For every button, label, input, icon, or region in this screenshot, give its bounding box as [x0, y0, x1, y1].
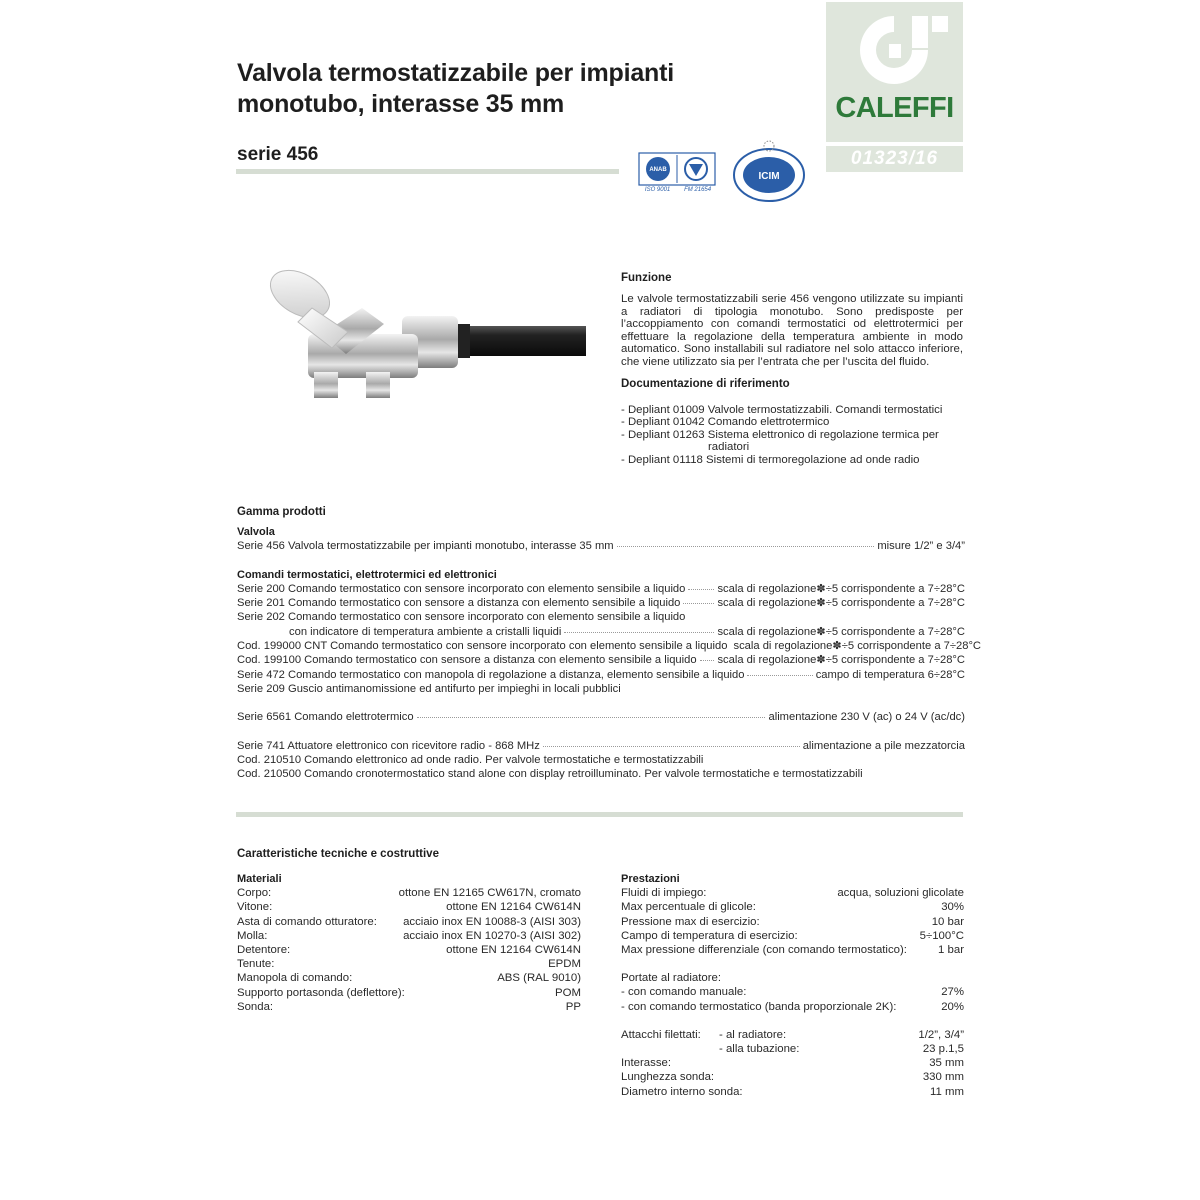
doc-item: - Depliant 01042 Comando elettrotermico [621, 416, 830, 429]
valvola-subheading: Valvola [237, 526, 275, 538]
title-line-1: Valvola termostatizzabile per impianti [237, 59, 674, 87]
fm-label: FM 21654 [684, 187, 712, 193]
gamma-row: Serie 741 Attuatore elettronico con ricevitore radio - 868 MHz alimentazione a pile mezzatorcia [237, 739, 965, 752]
section-divider [236, 812, 963, 817]
gamma-row: Serie 200 Comando termostatico con sensore incorporato con elemento sensibile a liquido scala di regolazione✽÷5 corrispondente a 7÷28°C [237, 582, 965, 595]
gamma-row: Cod. 210500 Comando cronotermostatico stand alone con display retroilluminato. Per valvole termostatiche e termostatizzabili [237, 768, 863, 781]
spec-row: - con comando manuale: 27% [621, 986, 964, 999]
funzione-heading: Funzione [621, 272, 672, 284]
spec-row: Asta di comando otturatore: acciaio inox EN 10088-3 (AISI 303) [237, 915, 581, 928]
spec-row: Interasse: 35 mm [621, 1057, 964, 1070]
gamma-row: Serie 472 Comando termostatico con manopola di regolazione a distanza, elemento sensibile a liquido campo di temperatura 6÷28°C [237, 668, 965, 681]
gamma-heading: Gamma prodotti [237, 506, 326, 518]
series-label: serie 456 [237, 144, 319, 165]
portate-label: Portate al radiatore: [621, 972, 722, 985]
svg-text:ANAB: ANAB [649, 167, 667, 173]
gamma-row: Serie 202 Comando termostatico con sensore incorporato con elemento sensibile a liquido [237, 611, 686, 624]
spec-row: Tenute: EPDM [237, 958, 581, 971]
documentazione-heading: Documentazione di riferimento [621, 378, 790, 390]
doc-item-continued: radiatori [708, 441, 750, 454]
spec-row: Vitone: ottone EN 12164 CW614N [237, 901, 581, 914]
iso-label: ISO 9001 [644, 187, 671, 193]
caratteristiche-heading: Caratteristiche tecniche e costruttive [237, 848, 439, 860]
valve-product-image [262, 268, 592, 418]
spec-row: Lunghezza sonda: 330 mm [621, 1071, 964, 1084]
spec-row: - alla tubazione: 23 p.1,5 [719, 1043, 964, 1056]
certification-codes [638, 187, 718, 193]
spec-row: Attacchi filettati: - al radiatore: 1/2”, 3/4” [621, 1028, 964, 1041]
title-line-2: monotubo, interasse 35 mm [237, 90, 565, 118]
materiali-subheading: Materiali [237, 873, 282, 885]
spec-row: Supporto portasonda (deflettore): POM [237, 986, 581, 999]
doc-item: - Depliant 01118 Sistemi di termoregolazione ad onde radio [621, 453, 920, 466]
spec-row: Detentore: ottone EN 12164 CW614N [237, 944, 581, 957]
spec-row: Manopola di comando: ABS (RAL 9010) [237, 972, 581, 985]
spec-row: Diametro interno sonda: 11 mm [621, 1085, 964, 1098]
gamma-row: Cod. 199100 Comando termostatico con sensore a distanza con elemento sensibile a liquido scala di regolazione✽÷5 corrispondente a 7÷28°C [237, 654, 965, 667]
gamma-row: Serie 201 Comando termostatico con sensore a distanza con elemento sensibile a liquido scala di regolazione✽÷5 corrispondente a 7÷28°C [237, 597, 965, 610]
brand-name: CALEFFI [835, 92, 954, 124]
gamma-row: Cod. 199000 CNT Comando termostatico con sensore incorporato con elemento sensibile a liquido scala di regolazione✽÷5 corrispondente a 7÷28°C [237, 640, 982, 653]
materiali-column [237, 872, 581, 1014]
gamma-row: Serie 209 Guscio antimanomissione ed antifurto per impieghi in locali pubblici [237, 682, 621, 695]
spec-row: Max percentuale di glicole: 30% [621, 901, 964, 914]
document-number: 01323/16 [826, 146, 963, 172]
doc-item: - Depliant 01009 Valvole termostatizzabili. Comandi termostatici [621, 404, 943, 416]
series-divider [236, 169, 619, 174]
spec-row: Corpo: ottone EN 12165 CW617N, cromato [237, 887, 581, 900]
spec-row: - con comando termostatico (banda proporzionale 2K): 20% [621, 1000, 964, 1013]
spec-row: Max pressione differenziale (con comando termostatico): 1 bar [621, 944, 964, 957]
gamma-row: con indicatore di temperatura ambiente a cristalli liquidi scala di regolazione✽÷5 corrispondente a 7÷28°C [289, 625, 965, 638]
gamma-table [237, 525, 982, 781]
page-title [237, 58, 797, 120]
gamma-row: Serie 6561 Comando elettrotermico alimentazione 230 V (ac) o 24 V (ac/dc) [237, 711, 965, 724]
gamma-row: Serie 456 Valvola termostatizzabile per impianti monotubo, interasse 35 mm misure 1/2” e 3/4” [237, 540, 965, 553]
documentazione-list [621, 404, 966, 466]
spec-row: Campo di temperatura di esercizio: 5÷100°C [621, 929, 964, 942]
spec-row: Fluidi di impiego: acqua, soluzioni glicolate [621, 887, 964, 900]
svg-text:ICIM: ICIM [758, 171, 780, 182]
doc-item: - Depliant 01263 Sistema elettronico di regolazione termica per [621, 428, 939, 441]
spec-row: Sonda: PP [237, 1000, 581, 1013]
spec-row: Molla: acciaio inox EN 10270-3 (AISI 302) [237, 929, 581, 942]
comandi-subheading: Comandi termostatici, elettrotermici ed elettronici [237, 568, 497, 581]
prestazioni-subheading: Prestazioni [621, 873, 680, 885]
gamma-row: Cod. 210510 Comando elettronico ad onde radio. Per valvole termostatiche e termostatizzabili [237, 753, 704, 766]
prestazioni-column [621, 872, 964, 1099]
funzione-body: Le valvole termostatizzabili serie 456 vengono utilizzate su impianti a radiatori di tipologia monotubo. Sono predisposte per l’accoppiamento con comandi termostatici od elettrotermici per effettuare la regolazione della temperatura ambiente in modo automatico. Sono installabili sul radiatore nel solo attacco inferiore, che viene utilizzato sia per l’entrata che per l’uscita del fluido. [621, 293, 963, 368]
icim-certification-badge [732, 137, 806, 203]
spec-row: Pressione max di esercizio: 10 bar [621, 915, 964, 928]
